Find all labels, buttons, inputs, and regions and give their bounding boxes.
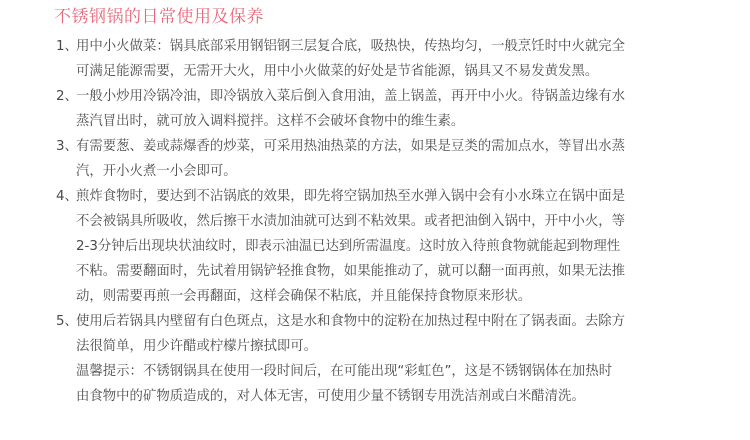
item-text-line: 不会被锅具所吸收，然后擦干水渍加油就可达到不粘效果。或者把油倒入锅中，开中小火，等 [76, 214, 626, 229]
item-number: 5、 [56, 314, 78, 329]
item-text-line: 动，则需要再煎一会再翻面，这样会确保不粘底，并且能保持食物原来形状。 [76, 289, 532, 304]
item-text-line: 可满足能源需要，无需开大火，用中小火做菜的好处是节省能源，锅具又不易发黄发黑。 [76, 64, 599, 79]
item-text-line: 一般小炒用冷锅冷油，即冷锅放入菜后倒入食用油，盖上锅盖，再开中小火。待锅盖边缘有水 [76, 89, 626, 104]
item-text-line: 煎炸食物时，要达到不沾锅底的效果，即先将空锅加热至水弹入锅中会有小水珠立在锅中面是 [76, 189, 626, 204]
item-number: 3、 [56, 139, 78, 154]
page-title: 不锈钢锅的日常使用及保养 [54, 7, 264, 27]
item-text-line: 有需要葱、姜或蒜爆香的炒菜，可采用热油热菜的方法，如果是豆类的需加点水，等冒出水蒸 [76, 139, 626, 154]
list-item [56, 84, 706, 134]
list-item [56, 34, 706, 84]
tip-text-line: 由食物中的矿物质造成的，对人体无害，可使用少量不锈钢专用洗洁剂或白米醋清洗。 [76, 389, 585, 404]
item-text-line: 法很简单，用少许醋或柠檬片擦拭即可。 [76, 339, 318, 354]
list-item [56, 134, 706, 184]
item-text-line: 2-3分钟后出现块状油纹时，即表示油温已达到所需温度。这时放入待煎食物就能起到物理性 [76, 239, 621, 254]
item-text-line: 蒸汽冒出时，就可放入调料搅拌。这样不会破坏食物中的维生素。 [76, 114, 465, 129]
item-number: 4、 [56, 189, 78, 204]
list-item [56, 309, 706, 359]
item-text-line: 使用后若锅具内壁留有白色斑点，这是水和食物中的淀粉在加热过程中附在了锅表面。去除方 [76, 314, 626, 329]
tip-note [56, 359, 706, 409]
instructions-list [56, 34, 706, 409]
list-item [56, 184, 706, 309]
item-text-line: 汽，开小火煮一小会即可。 [76, 164, 237, 179]
item-number: 1、 [56, 39, 78, 54]
item-text-line: 不粘。需要翻面时，先试着用锅铲轻推食物，如果能推动了，就可以翻一面再煎，如果无法推 [76, 264, 626, 279]
item-number: 2、 [56, 89, 78, 104]
item-text-line: 用中小火做菜：锅具底部采用钢铝钢三层复合底，吸热快，传热均匀，一般烹饪时中火就完全 [76, 39, 626, 54]
tip-text-line: 温馨提示：不锈钢锅具在使用一段时间后，在可能出现“彩虹色”，这是不锈钢锅体在加热时 [76, 364, 613, 379]
